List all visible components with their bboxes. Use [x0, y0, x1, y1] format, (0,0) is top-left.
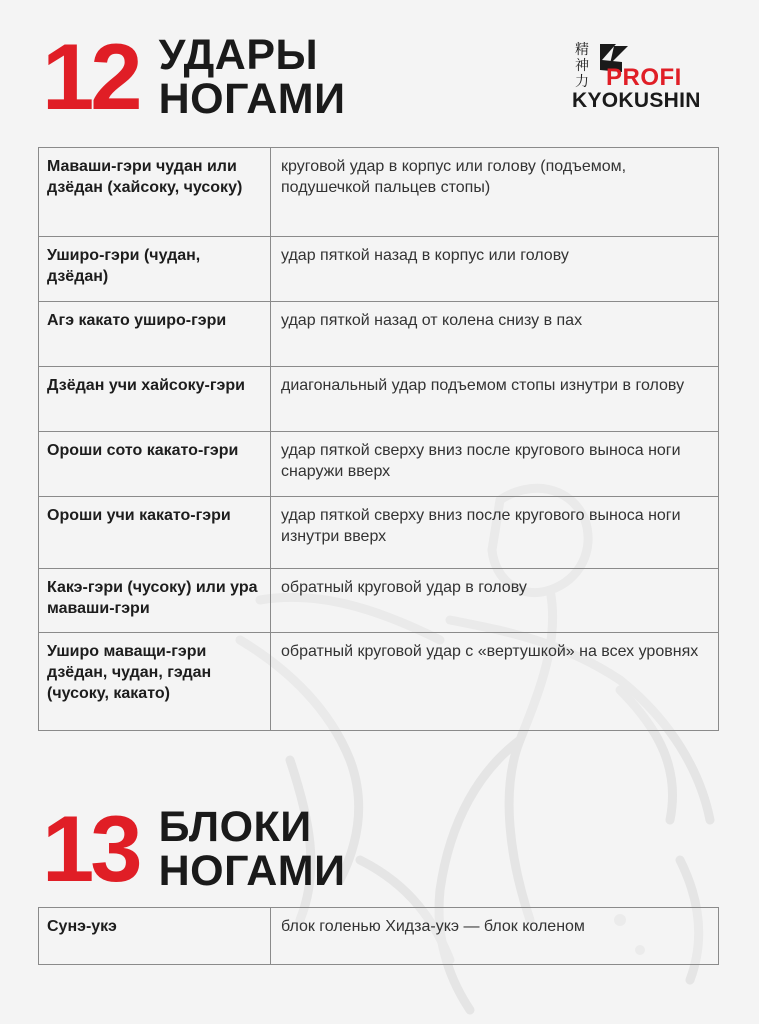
table-row: [39, 908, 719, 965]
section-title-line2: НОГАМИ: [158, 847, 346, 895]
logo-kanji-1: 精: [575, 42, 589, 58]
description-cell: диагональный удар подъемом стопы изнутри в голову: [271, 367, 719, 432]
table-row: [39, 367, 719, 432]
description-cell: удар пяткой сверху вниз после кругового выноса ноги снаружи вверх: [271, 432, 719, 497]
term-cell: Ороши сото какато-гэри: [39, 432, 271, 497]
term-cell: Агэ какато уширо-гэри: [39, 302, 271, 367]
table-row: [39, 497, 719, 569]
term-cell: Уширо маващи-гэри дзёдан, чудан, гэдан (чусоку, какато): [39, 633, 271, 731]
description-cell: блок голенью Хидза-укэ — блок коленом: [271, 908, 719, 965]
section-number: 13: [42, 796, 139, 901]
term-cell: Маваши-гэри чудан или дзёдан (хайсоку, чусоку): [39, 148, 271, 237]
description-cell: обратный круговой удар с «вертушкой» на всех уровнях: [271, 633, 719, 731]
logo-brand-top: PROFI: [606, 64, 682, 91]
description-cell: обратный круговой удар в голову: [271, 569, 719, 633]
section-13-heading: [42, 796, 346, 901]
kicks-table: [38, 147, 719, 731]
section-title-line1: БЛОКИ: [158, 803, 312, 851]
term-cell: Ороши учи какато-гэри: [39, 497, 271, 569]
term-cell: Дзёдан учи хайсоку-гэри: [39, 367, 271, 432]
table-row: [39, 237, 719, 302]
section-12-heading: [42, 24, 346, 129]
table-row: [39, 148, 719, 237]
description-cell: удар пяткой назад в корпус или голову: [271, 237, 719, 302]
table-row: [39, 569, 719, 633]
profi-kyokushin-logo: [570, 42, 725, 112]
section-title: [159, 805, 346, 893]
logo-kanji-3: 力: [575, 74, 589, 90]
table-row: [39, 633, 719, 731]
blocks-table: [38, 907, 719, 965]
section-number: 12: [42, 24, 139, 129]
table-row: [39, 432, 719, 497]
description-cell: удар пяткой сверху вниз после кругового выноса ноги изнутри вверх: [271, 497, 719, 569]
section-title: [159, 33, 346, 121]
section-title-line1: УДАРЫ: [158, 31, 319, 79]
section-title-line2: НОГАМИ: [158, 75, 346, 123]
logo-kanji-2: 神: [575, 58, 589, 74]
term-cell: Сунэ-укэ: [39, 908, 271, 965]
term-cell: Уширо-гэри (чудан, дзёдан): [39, 237, 271, 302]
table-row: [39, 302, 719, 367]
description-cell: круговой удар в корпус или голову (подъемом, подушечкой пальцев стопы): [271, 148, 719, 237]
term-cell: Какэ-гэри (чусоку) или ура маваши-гэри: [39, 569, 271, 633]
logo-brand-bottom: KYOKUSHIN: [572, 89, 701, 112]
description-cell: удар пяткой назад от колена снизу в пах: [271, 302, 719, 367]
logo-kanji: [570, 42, 594, 90]
